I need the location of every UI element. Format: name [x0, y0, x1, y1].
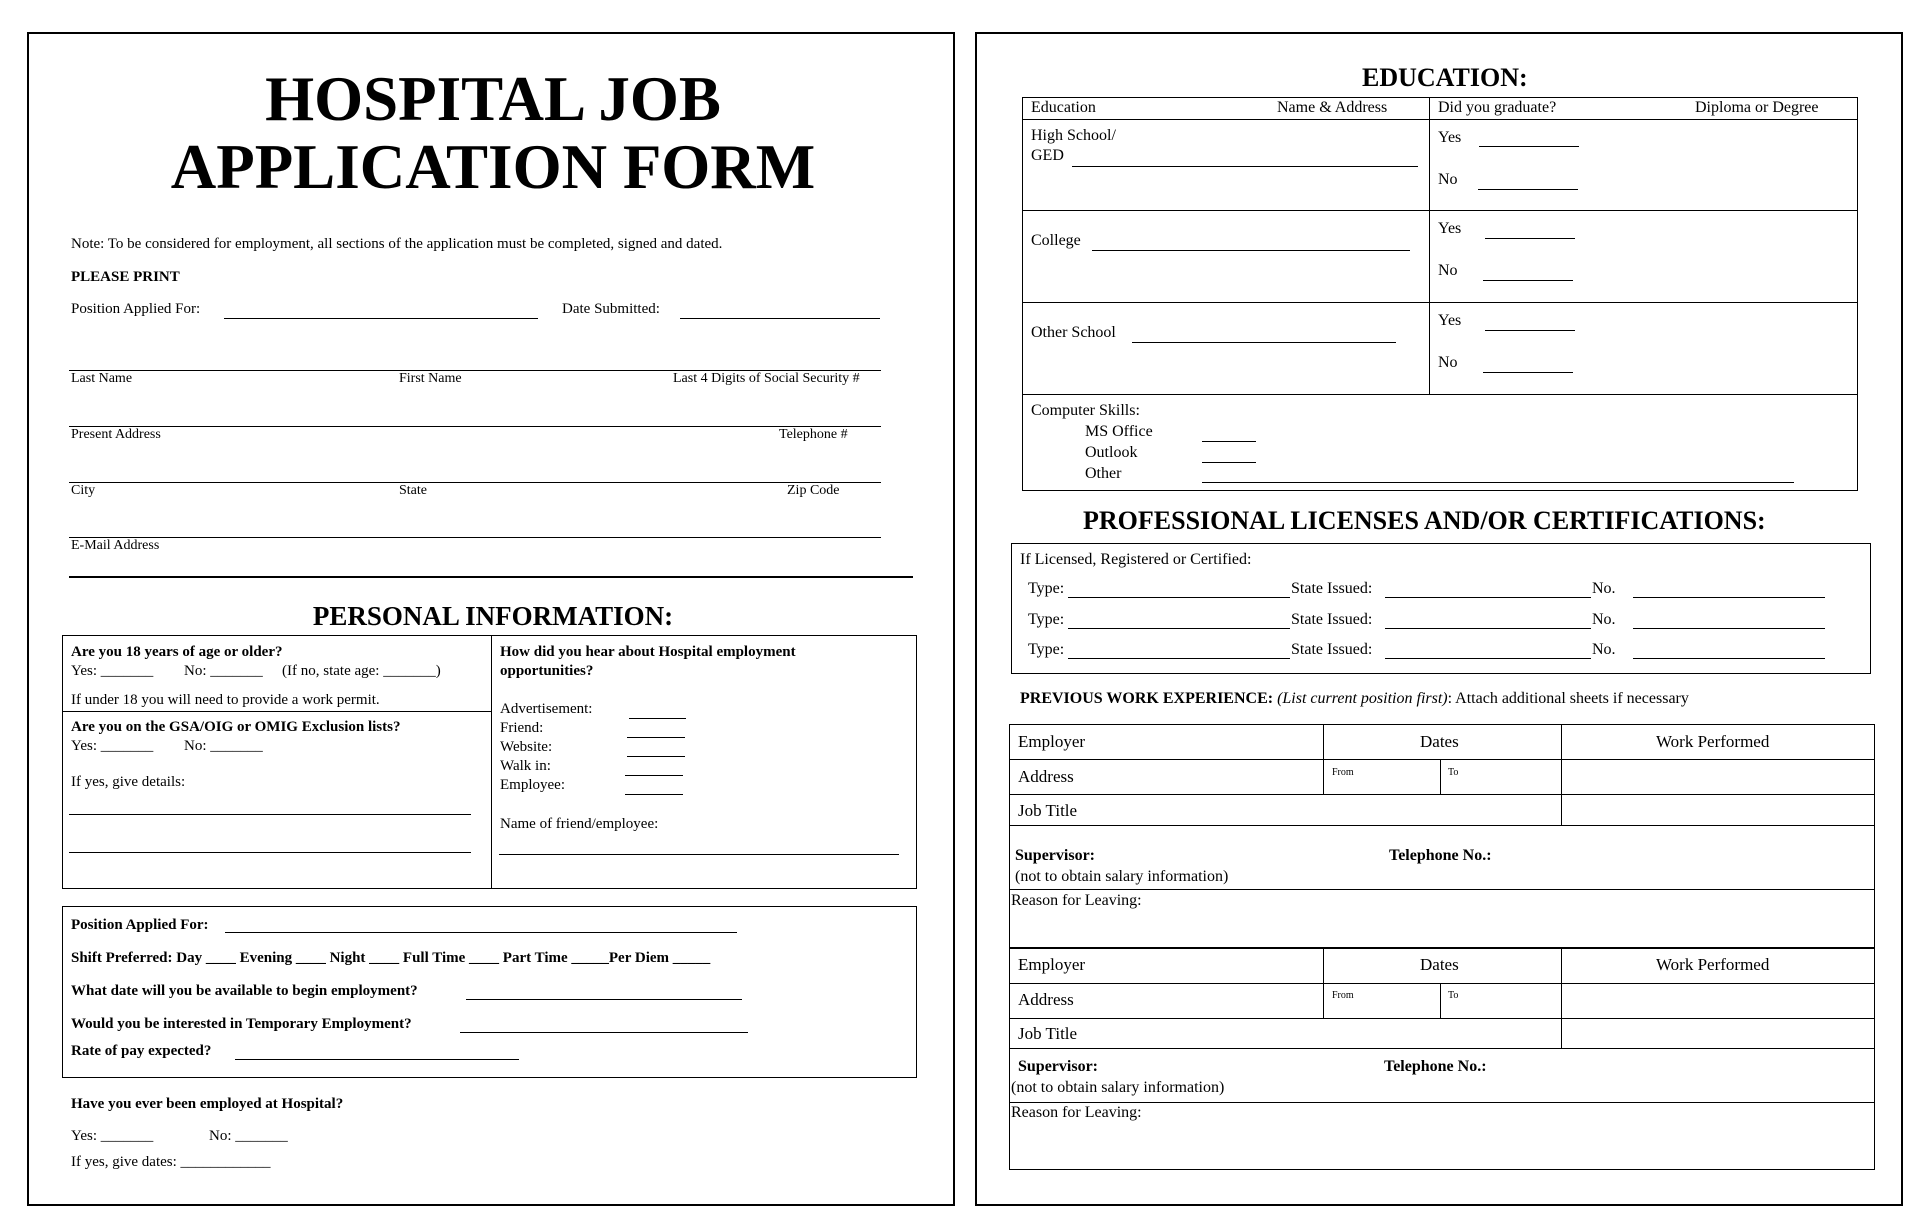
license-state-1-field[interactable]: [1385, 597, 1591, 598]
work2-col-2: [1440, 983, 1441, 1018]
edu-row-line-1: [1022, 210, 1858, 211]
date-submitted-field[interactable]: [680, 318, 880, 319]
license-type-3-field[interactable]: [1068, 658, 1290, 659]
computer-skills-label: Computer Skills:: [1031, 402, 1140, 419]
temp-employment-field[interactable]: [460, 1032, 748, 1033]
college-no-label: No: [1438, 262, 1458, 279]
available-date-field[interactable]: [466, 999, 742, 1000]
license-type-2: Type:: [1028, 611, 1065, 628]
skill-outlook-field[interactable]: [1202, 462, 1256, 463]
work1-line-b: [1009, 794, 1875, 795]
work2-line-a: [1009, 983, 1875, 984]
hear-employee-field[interactable]: [625, 794, 683, 795]
work1-supervisor: Supervisor:: [1015, 847, 1095, 864]
license-no-3-field[interactable]: [1633, 658, 1825, 659]
hear-advertisement-field[interactable]: [629, 718, 686, 719]
rate-pay-field[interactable]: [235, 1059, 519, 1060]
work-table-1: [1009, 724, 1875, 948]
licenses-heading: PROFESSIONAL LICENSES AND/OR CERTIFICATIONS:: [1083, 506, 1766, 535]
temp-employment-label: Would you be interested in Temporary Employment?: [71, 1016, 412, 1032]
hear-question-2: opportunities?: [500, 663, 594, 679]
work1-work-performed: Work Performed: [1656, 732, 1770, 751]
gsa-no[interactable]: No: _______: [184, 738, 263, 754]
right-page: [975, 32, 1903, 1206]
hear-opt-advertisement: Advertisement:: [500, 701, 593, 717]
license-no-1: No.: [1592, 580, 1616, 597]
form-title-line1: HOSPITAL JOB: [265, 64, 721, 134]
work-heading: [1020, 690, 1689, 708]
work1-col-2: [1440, 759, 1441, 794]
college-yes-label: Yes: [1438, 220, 1462, 237]
hear-opt-website: Website:: [500, 739, 553, 755]
age-no[interactable]: No: _______: [184, 663, 263, 679]
email-field-line[interactable]: [69, 537, 881, 538]
work1-not-salary: (not to obtain salary information): [1015, 868, 1229, 885]
position2-label: Position Applied For:: [71, 917, 209, 933]
hear-opt-walkin: Walk in:: [500, 758, 551, 774]
skill-ms-office-field[interactable]: [1202, 441, 1256, 442]
employed-question: Have you ever been employed at Hospital?: [71, 1096, 344, 1112]
work2-supervisor: Supervisor:: [1018, 1058, 1098, 1075]
work1-employer: Employer: [1018, 732, 1086, 751]
gsa-yes[interactable]: Yes: _______: [71, 738, 154, 754]
skill-outlook: Outlook: [1085, 444, 1138, 461]
high-school-label-2: GED: [1031, 147, 1064, 164]
license-type-3: Type:: [1028, 641, 1065, 658]
friend-name-label: Name of friend/employee:: [500, 816, 659, 832]
state-label: State: [399, 483, 427, 498]
edu-col-divider: [1429, 97, 1430, 394]
work1-address: Address: [1018, 767, 1074, 786]
position-applied-field[interactable]: [224, 318, 538, 319]
age-gsa-divider: [62, 711, 492, 712]
licenses-intro: If Licensed, Registered or Certified:: [1020, 551, 1252, 568]
edu-row-line-2: [1022, 302, 1858, 303]
employed-no[interactable]: No: _______: [209, 1128, 288, 1144]
hs-no-label: No: [1438, 171, 1458, 188]
form-title-line2: APPLICATION FORM: [170, 132, 816, 202]
please-print-label: PLEASE PRINT: [71, 269, 180, 285]
work2-col-3: [1561, 948, 1562, 1048]
gsa-details-line-2[interactable]: [69, 852, 471, 853]
skill-other: Other: [1085, 465, 1122, 482]
gsa-question: Are you on the GSA/OIG or OMIG Exclusion lists?: [71, 719, 401, 735]
edu-col-graduate: Did you graduate?: [1438, 99, 1557, 116]
zip-label: Zip Code: [787, 483, 840, 498]
work1-line-d: [1009, 889, 1875, 890]
work1-job-title: Job Title: [1018, 801, 1078, 820]
work2-employer: Employer: [1018, 955, 1086, 974]
employed-yes[interactable]: Yes: _______: [71, 1128, 154, 1144]
email-label: E-Mail Address: [71, 538, 160, 553]
hear-opt-employee: Employee:: [500, 777, 565, 793]
license-no-1-field[interactable]: [1633, 597, 1825, 598]
city-label: City: [71, 483, 96, 498]
skill-other-field[interactable]: [1202, 482, 1794, 483]
gsa-details-label: If yes, give details:: [71, 774, 186, 790]
license-no-2: No.: [1592, 611, 1616, 628]
work1-from: From: [1332, 767, 1354, 778]
license-type-1: Type:: [1028, 580, 1065, 597]
high-school-field[interactable]: [1072, 166, 1418, 167]
work-heading-note: (List current position first): [1277, 690, 1448, 707]
work2-col-1: [1323, 948, 1324, 1018]
college-no-field[interactable]: [1483, 280, 1573, 281]
edu-col-name-address: Name & Address: [1277, 99, 1388, 116]
license-state-3-field[interactable]: [1385, 658, 1591, 659]
shift-preferred[interactable]: Shift Preferred: Day ____ Evening ____ Night ____ Full Time ____ Part Time _____Per Diem _____: [71, 950, 711, 966]
note-text: Note: To be considered for employment, all sections of the application must be completed, signed and dated.: [71, 236, 723, 252]
left-page: [27, 32, 955, 1206]
age-if-no[interactable]: (If no, state age: _______): [282, 663, 441, 679]
personal-info-heading: PERSONAL INFORMATION:: [312, 601, 674, 631]
hs-no-field[interactable]: [1478, 189, 1578, 190]
hear-friend-field[interactable]: [627, 737, 685, 738]
other-yes-field[interactable]: [1485, 330, 1575, 331]
rate-pay-label: Rate of pay expected?: [71, 1043, 212, 1059]
other-no-label: No: [1438, 354, 1458, 371]
work1-col-1: [1323, 724, 1324, 794]
work2-telephone: Telephone No.:: [1384, 1058, 1487, 1075]
personal-info-divider: [491, 635, 492, 889]
work2-line-b: [1009, 1018, 1875, 1019]
work2-line-d: [1009, 1102, 1875, 1103]
friend-name-field[interactable]: [499, 854, 899, 855]
work1-telephone: Telephone No.:: [1389, 847, 1492, 864]
work2-work-performed: Work Performed: [1656, 955, 1770, 974]
gsa-details-line-1[interactable]: [69, 814, 471, 815]
college-field[interactable]: [1092, 250, 1410, 251]
other-yes-label: Yes: [1438, 312, 1462, 329]
skill-ms-office: MS Office: [1085, 423, 1153, 440]
edu-header-line: [1022, 119, 1858, 120]
work2-reason: Reason for Leaving:: [1011, 1104, 1142, 1121]
last-name-label: Last Name: [71, 371, 133, 386]
section-divider: [69, 576, 913, 578]
available-date-label: What date will you be available to begin employment?: [71, 983, 418, 999]
work1-to: To: [1448, 767, 1459, 778]
work2-not-salary: (not to obtain salary information): [1011, 1079, 1225, 1096]
hear-website-field[interactable]: [627, 756, 685, 757]
work2-line-c: [1009, 1048, 1875, 1049]
hs-yes-label: Yes: [1438, 129, 1462, 146]
position2-field[interactable]: [225, 932, 737, 933]
hear-walkin-field[interactable]: [625, 775, 683, 776]
age-yes[interactable]: Yes: _______: [71, 663, 154, 679]
work1-reason: Reason for Leaving:: [1011, 892, 1142, 909]
work-heading-title: PREVIOUS WORK EXPERIENCE:: [1020, 690, 1274, 707]
high-school-label-1: High School/: [1031, 127, 1116, 144]
position-applied-label: Position Applied For:: [71, 301, 201, 317]
license-no-2-field[interactable]: [1633, 628, 1825, 629]
edu-col-education: Education: [1031, 99, 1096, 116]
license-state-3: State Issued:: [1291, 641, 1373, 658]
edu-col-diploma: Diploma or Degree: [1695, 99, 1819, 116]
work1-line-c: [1009, 825, 1875, 826]
under18-note: If under 18 you will need to provide a work permit.: [71, 692, 380, 708]
work1-col-3: [1561, 724, 1562, 825]
other-school-field[interactable]: [1132, 342, 1396, 343]
telephone-label: Telephone #: [779, 427, 848, 442]
city-field-line[interactable]: [69, 482, 881, 483]
license-state-1: State Issued:: [1291, 580, 1373, 597]
work2-address: Address: [1018, 990, 1074, 1009]
work2-to: To: [1448, 990, 1459, 1001]
hs-yes-field[interactable]: [1479, 146, 1579, 147]
hear-question-1: How did you hear about Hospital employment: [500, 644, 796, 660]
employed-dates[interactable]: If yes, give dates: ____________: [71, 1154, 271, 1170]
address-field-line[interactable]: [69, 426, 881, 427]
edu-row-line-3: [1022, 394, 1858, 395]
license-no-3: No.: [1592, 641, 1616, 658]
license-type-1-field[interactable]: [1068, 597, 1290, 598]
work2-dates: Dates: [1420, 955, 1459, 974]
license-state-2-field[interactable]: [1385, 628, 1591, 629]
license-state-2: State Issued:: [1291, 611, 1373, 628]
work1-dates: Dates: [1420, 732, 1459, 751]
date-submitted-label: Date Submitted:: [562, 301, 660, 317]
work-heading-note2: : Attach additional sheets if necessary: [1447, 690, 1689, 707]
age-question: Are you 18 years of age or older?: [71, 644, 283, 660]
present-address-label: Present Address: [71, 427, 161, 442]
work2-job-title: Job Title: [1018, 1024, 1078, 1043]
other-school-label: Other School: [1031, 324, 1116, 341]
college-label: College: [1031, 232, 1081, 249]
ssn-label: Last 4 Digits of Social Security #: [673, 371, 860, 386]
college-yes-field[interactable]: [1485, 238, 1575, 239]
work2-from: From: [1332, 990, 1354, 1001]
education-heading: EDUCATION:: [1362, 63, 1528, 92]
other-no-field[interactable]: [1483, 372, 1573, 373]
license-type-2-field[interactable]: [1068, 628, 1290, 629]
hear-opt-friend: Friend:: [500, 720, 544, 736]
first-name-label: First Name: [399, 371, 462, 386]
work1-line-a: [1009, 759, 1875, 760]
